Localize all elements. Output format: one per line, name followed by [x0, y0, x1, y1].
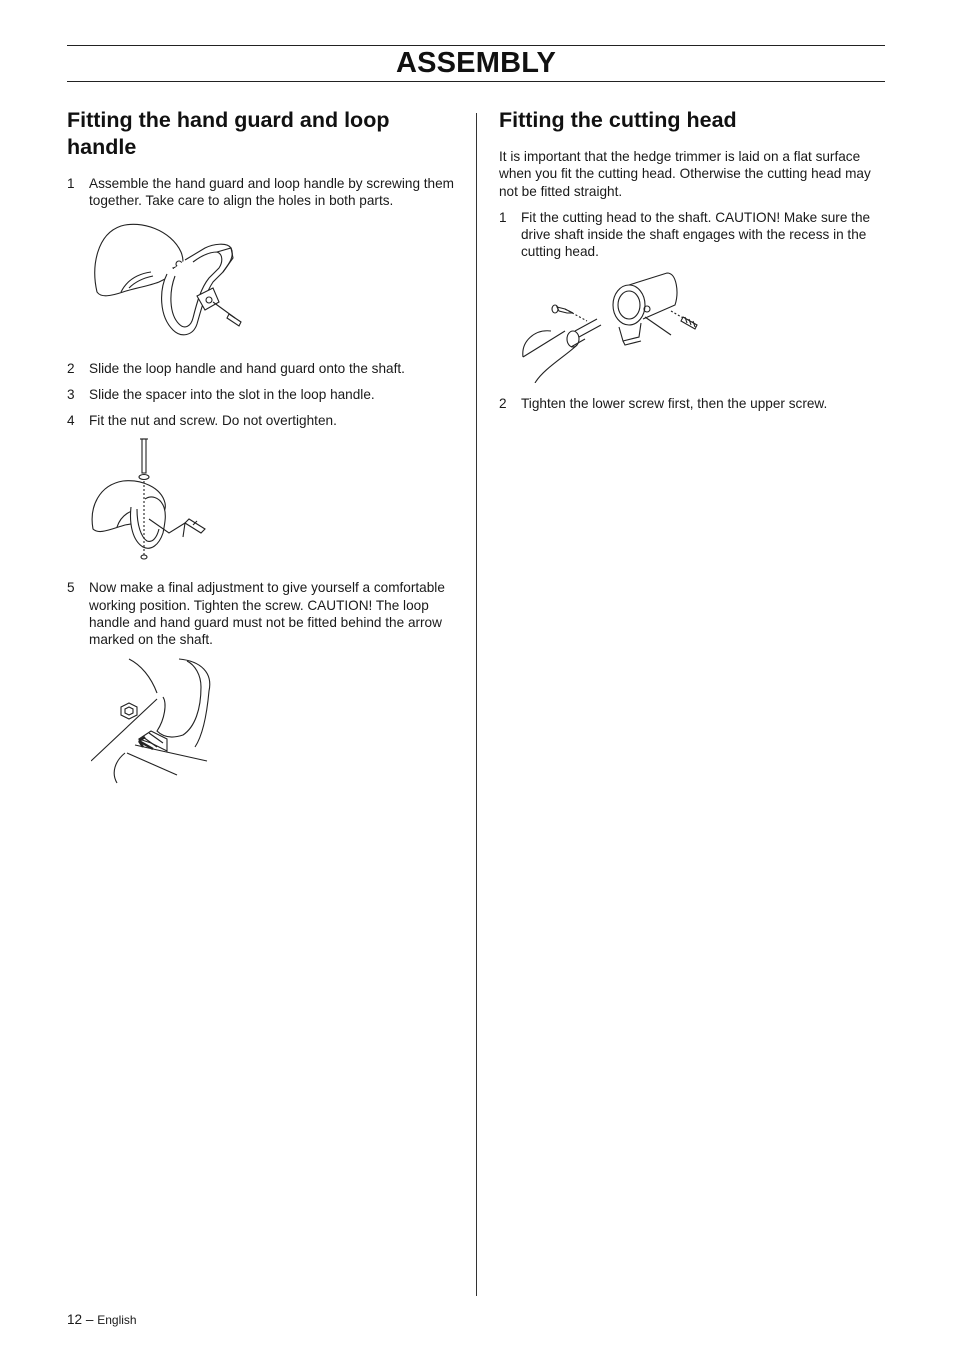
intro-paragraph: It is important that the hedge trimmer is laid on a flat surface when you fit the cutting head. Otherwise the cutting head may not be fitted straight. — [499, 149, 871, 199]
step-text: Slide the loop handle and hand guard onto the shaft. — [89, 360, 405, 376]
step-text: Fit the cutting head to the shaft. CAUTION! Make sure the drive shaft inside the shaft engages with the recess in the cutting head. — [521, 209, 871, 260]
step-1 — [499, 209, 885, 261]
step-number: 1 — [499, 209, 507, 225]
step-3 — [67, 386, 455, 403]
shaft-arrow-illustration — [91, 657, 219, 785]
step-number: 1 — [67, 176, 75, 191]
step-1 — [67, 175, 455, 210]
footer-separator: – — [85, 1312, 94, 1327]
step-2 — [67, 360, 455, 377]
step-2 — [499, 395, 885, 412]
hand-guard-steps — [67, 175, 455, 785]
step-number: 2 — [499, 395, 507, 411]
header-rule-bottom — [67, 81, 885, 82]
step-number: 2 — [67, 360, 75, 376]
column-divider — [476, 113, 477, 1296]
step-number: 3 — [67, 386, 75, 402]
step-5 — [67, 579, 455, 648]
page-footer — [67, 1311, 137, 1329]
step-text: Tighten the lower screw first, then the upper screw. — [521, 395, 828, 411]
footer-language: English — [97, 1313, 137, 1327]
step-text: Fit the nut and screw. Do not overtighten. — [89, 413, 337, 429]
step-text: Assemble the hand guard and loop handle by screwing them together. Take care to align the holes in both parts. — [89, 176, 455, 209]
cutting-head-shaft-illustration — [521, 271, 701, 383]
heading-cutting-head: Fitting the cutting head — [499, 108, 737, 132]
section-title: ASSEMBLY — [395, 47, 557, 79]
nut-and-screw-illustration — [89, 437, 249, 565]
right-column — [499, 107, 885, 412]
step-text: Slide the spacer into the slot in the loop handle. — [89, 386, 375, 402]
cutting-head-steps — [499, 209, 885, 412]
hand-guard-loop-handle-illustration — [89, 218, 289, 342]
step-text: Now make a final adjustment to give yourself a comfortable working position. Tighten the screw. CAUTION! The loop handle and hand guard must not be fitted behind the arrow marked on the shaft. — [89, 580, 445, 648]
step-number: 4 — [67, 413, 75, 429]
step-number: 5 — [67, 580, 75, 596]
page-number: 12 — [67, 1312, 83, 1327]
heading-hand-guard: Fitting the hand guard and loop handle — [67, 108, 390, 159]
left-column — [67, 107, 455, 785]
step-4 — [67, 412, 455, 429]
